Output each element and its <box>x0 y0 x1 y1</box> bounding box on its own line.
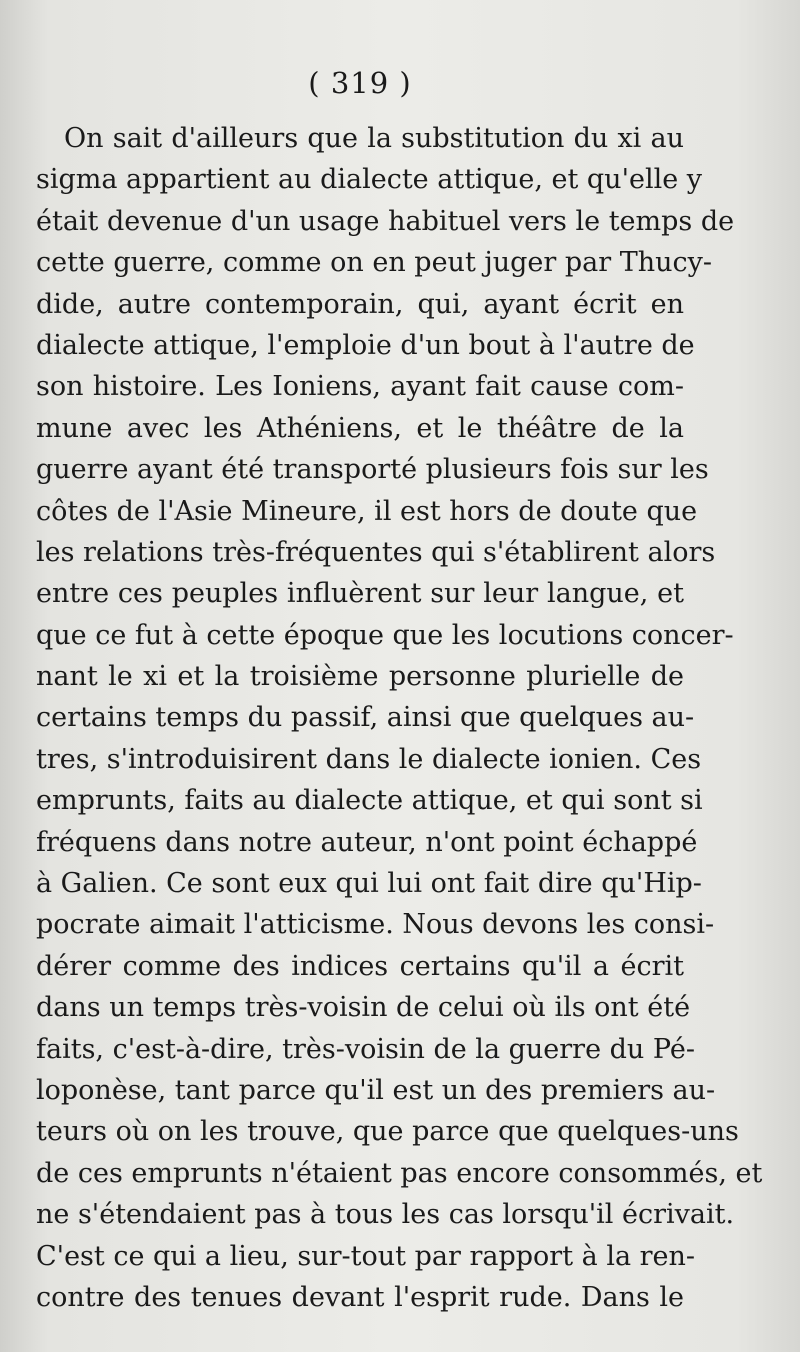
text-line: était devenue d'un usage habituel vers le temps de <box>36 205 735 237</box>
page-number: ( 319 ) <box>308 66 412 100</box>
text-line: contre des tenues devant l'esprit rude. Dans le <box>36 1281 684 1313</box>
text-line: sigma appartient au dialecte attique, et qu'elle y <box>36 164 703 196</box>
text-line: faits, c'est-à-dire, très-voisin de la guerre du Pé- <box>36 1033 695 1065</box>
text-line: entre ces peuples influèrent sur leur langue, et <box>36 578 684 610</box>
text-line: dans un temps très-voisin de celui où ils ont été <box>36 992 691 1024</box>
text-line: dide, autre contemporain, qui, ayant écrit en <box>36 288 684 320</box>
text-line: dérer comme des indices certains qu'il a écrit <box>36 950 684 982</box>
text-line: guerre ayant été transporté plusieurs fois sur les <box>36 454 709 486</box>
text-line: teurs où on les trouve, que parce que quelques-uns <box>36 1116 739 1148</box>
text-line: emprunts, faits au dialecte attique, et qui sont si <box>36 785 703 817</box>
text-line: dialecte attique, l'emploie d'un bout à l'autre de <box>36 329 695 361</box>
body-text <box>36 118 763 1318</box>
text-line: tres, s'introduisirent dans le dialecte ionien. Ces <box>36 743 702 775</box>
text-line: loponèse, tant parce qu'il est un des premiers au- <box>36 1074 716 1106</box>
text-line: certains temps du passif, ainsi que quelques au- <box>36 702 695 734</box>
text-line: fréquens dans notre auteur, n'ont point échappé <box>36 826 698 858</box>
text-line: à Galien. Ce sont eux qui lui ont fait dire qu'Hip- <box>36 868 702 900</box>
text-line: cette guerre, comme on en peut juger par Thucy- <box>36 247 713 279</box>
text-line: pocrate aimait l'atticisme. Nous devons les consi- <box>36 909 715 941</box>
text-line: les relations très-fréquentes qui s'établirent alors <box>36 536 716 568</box>
text-line: son histoire. Les Ioniens, ayant fait cause com- <box>36 371 684 403</box>
text-line: On sait d'ailleurs que la substitution du xi au <box>64 123 684 154</box>
text-line: nant le xi et la troisième personne plurielle de <box>36 661 684 693</box>
text-line: de ces emprunts n'étaient pas encore consommés, et <box>36 1157 763 1189</box>
text-line: que ce fut à cette époque que les locutions concer- <box>36 619 734 651</box>
text-line: mune avec les Athéniens, et le théâtre de la <box>36 412 684 444</box>
text-line: côtes de l'Asie Mineure, il est hors de doute que <box>36 495 698 527</box>
text-line: ne s'étendaient pas à tous les cas lorsqu'il écrivait. <box>36 1199 735 1231</box>
text-line: C'est ce qui a lieu, sur-tout par rapport à la ren- <box>36 1240 696 1272</box>
